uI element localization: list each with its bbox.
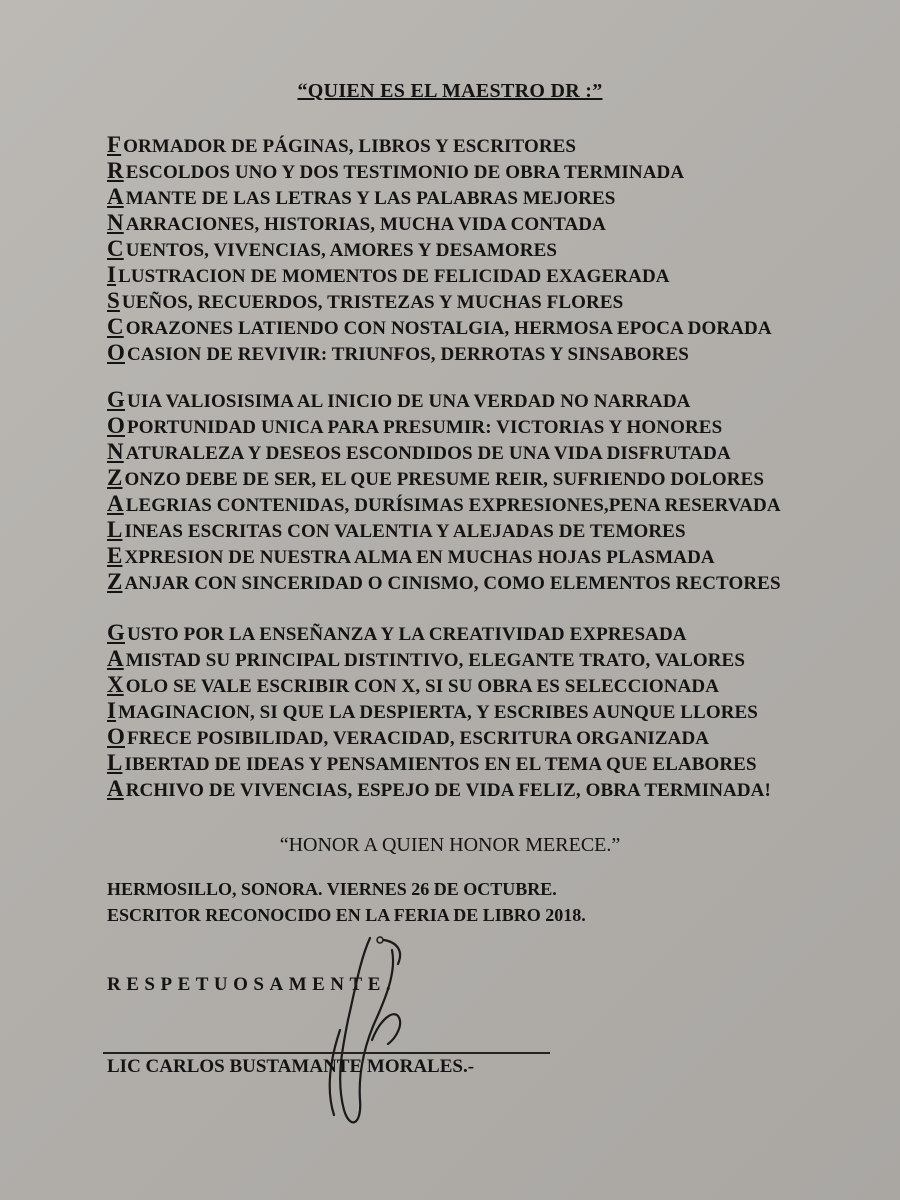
poem-line-text: UIA VALIOSISIMA AL INICIO DE UNA VERDAD NO NARRADA bbox=[127, 391, 691, 412]
acrostic-initial: A bbox=[107, 491, 124, 516]
poem-line bbox=[107, 210, 772, 236]
signature-line bbox=[103, 1052, 550, 1054]
poem-line-text: ATURALEZA Y DESEOS ESCONDIDOS DE UNA VIDA DISFRUTADA bbox=[125, 443, 731, 464]
acrostic-initial: N bbox=[107, 210, 124, 235]
place-date-line: HERMOSILLO, SONORA. VIERNES 26 DE OCTUBRE. bbox=[107, 879, 557, 899]
poem-line-text: ORAZONES LATIENDO CON NOSTALGIA, HERMOSA EPOCA DORADA bbox=[125, 318, 772, 339]
acrostic-initial: I bbox=[107, 262, 117, 287]
poem-line-text: ARRACIONES, HISTORIAS, MUCHA VIDA CONTADA bbox=[125, 214, 606, 235]
poem-line bbox=[107, 413, 781, 439]
acrostic-initial: N bbox=[107, 439, 124, 464]
poem-line-text: UEÑOS, RECUERDOS, TRISTEZAS Y MUCHAS FLORES bbox=[121, 292, 624, 313]
acrostic-initial: O bbox=[107, 413, 125, 438]
acrostic-initial: A bbox=[107, 646, 124, 671]
poem-line-text: MISTAD SU PRINCIPAL DISTINTIVO, ELEGANTE TRATO, VALORES bbox=[125, 650, 745, 671]
acrostic-initial: G bbox=[107, 620, 125, 645]
handwritten-signature bbox=[300, 920, 430, 1150]
acrostic-initial: L bbox=[107, 517, 123, 542]
poem-line bbox=[107, 465, 781, 491]
poem-line bbox=[107, 672, 771, 698]
acrostic-initial: G bbox=[107, 387, 125, 412]
signatory-name: LIC CARLOS BUSTAMANTE MORALES.- bbox=[107, 1056, 475, 1077]
poem-line-text: RCHIVO DE VIVENCIAS, ESPEJO DE VIDA FELIZ, OBRA TERMINADA! bbox=[125, 780, 771, 801]
poem-line-text: ANJAR CON SINCERIDAD O CINISMO, COMO ELEMENTOS RECTORES bbox=[124, 573, 781, 594]
poem-line-text: ONZO DEBE DE SER, EL QUE PRESUME REIR, SUFRIENDO DOLORES bbox=[124, 469, 765, 490]
poem-line-text: ORMADOR DE PÁGINAS, LIBROS Y ESCRITORES bbox=[123, 136, 577, 157]
recognition-line: ESCRITOR RECONOCIDO EN LA FERIA DE LIBRO 2018. bbox=[107, 905, 586, 925]
poem-line-text: XPRESION DE NUESTRA ALMA EN MUCHAS HOJAS PLASMADA bbox=[124, 547, 715, 568]
poem-line bbox=[107, 517, 781, 543]
acrostic-initial: S bbox=[107, 288, 120, 313]
poem-line bbox=[107, 569, 781, 595]
acrostic-initial: I bbox=[107, 698, 117, 723]
acrostic-initial: A bbox=[107, 184, 124, 209]
poem-line-text: ESCOLDOS UNO Y DOS TESTIMONIO DE OBRA TERMINADA bbox=[125, 162, 685, 183]
acrostic-initial: C bbox=[107, 236, 124, 261]
stanza-gonzalez bbox=[107, 387, 781, 595]
poem-line bbox=[107, 439, 781, 465]
poem-line bbox=[107, 620, 771, 646]
poem-line-text: IBERTAD DE IDEAS Y PENSAMIENTOS EN EL TEMA QUE ELABORES bbox=[124, 754, 757, 775]
poem-line-text: FRECE POSIBILIDAD, VERACIDAD, ESCRITURA ORGANIZADA bbox=[127, 728, 710, 749]
poem-line bbox=[107, 724, 771, 750]
poem-line-text: UENTOS, VIVENCIAS, AMORES Y DESAMORES bbox=[125, 240, 558, 261]
acrostic-initial: Z bbox=[107, 569, 123, 594]
poem-line bbox=[107, 262, 772, 288]
closing-salutation: RESPETUOSAMENTE. bbox=[107, 974, 397, 995]
acrostic-initial: O bbox=[107, 340, 125, 365]
poem-line bbox=[107, 132, 772, 158]
poem-line bbox=[107, 646, 771, 672]
poem-line-text: LUSTRACION DE MOMENTOS DE FELICIDAD EXAGERADA bbox=[118, 266, 670, 287]
stanza-francisco bbox=[107, 132, 772, 366]
poem-line bbox=[107, 776, 771, 802]
poem-line-text: OLO SE VALE ESCRIBIR CON X, SI SU OBRA ES SELECCIONADA bbox=[125, 676, 720, 697]
poem-line-text: PORTUNIDAD UNICA PARA PRESUMIR: VICTORIAS Y HONORES bbox=[127, 417, 723, 438]
acrostic-initial: X bbox=[107, 672, 124, 697]
poem-line bbox=[107, 288, 772, 314]
acrostic-initial: R bbox=[107, 158, 124, 183]
poem-line bbox=[107, 236, 772, 262]
poem-line-text: MANTE DE LAS LETRAS Y LAS PALABRAS MEJORES bbox=[125, 188, 616, 209]
acrostic-initial: C bbox=[107, 314, 124, 339]
poem-line-text: LEGRIAS CONTENIDAS, DURÍSIMAS EXPRESIONES,PENA RESERVADA bbox=[125, 495, 781, 516]
acrostic-initial: Z bbox=[107, 465, 123, 490]
poem-line bbox=[107, 340, 772, 366]
acrostic-initial: L bbox=[107, 750, 123, 775]
poem-line bbox=[107, 158, 772, 184]
poem-line bbox=[107, 491, 781, 517]
poem-line-text: CASION DE REVIVIR: TRIUNFOS, DERROTAS Y SINSABORES bbox=[127, 344, 689, 365]
acrostic-initial: A bbox=[107, 776, 124, 801]
poem-line-text: USTO POR LA ENSEÑANZA Y LA CREATIVIDAD EXPRESADA bbox=[127, 624, 687, 645]
stanza-gaxiola bbox=[107, 620, 771, 802]
motto: “HONOR A QUIEN HONOR MERECE.” bbox=[279, 834, 621, 856]
poem-line bbox=[107, 698, 771, 724]
acrostic-initial: E bbox=[107, 543, 123, 568]
poem-line bbox=[107, 387, 781, 413]
acrostic-initial: F bbox=[107, 132, 122, 157]
acrostic-initial: O bbox=[107, 724, 125, 749]
poem-line bbox=[107, 314, 772, 340]
document-title: “QUIEN ES EL MAESTRO DR :” bbox=[297, 80, 603, 102]
poem-line-text: INEAS ESCRITAS CON VALENTIA Y ALEJADAS DE TEMORES bbox=[124, 521, 686, 542]
poem-line-text: MAGINACION, SI QUE LA DESPIERTA, Y ESCRIBES AUNQUE LLORES bbox=[118, 702, 758, 723]
poem-line bbox=[107, 543, 781, 569]
poem-line bbox=[107, 184, 772, 210]
poem-line bbox=[107, 750, 771, 776]
